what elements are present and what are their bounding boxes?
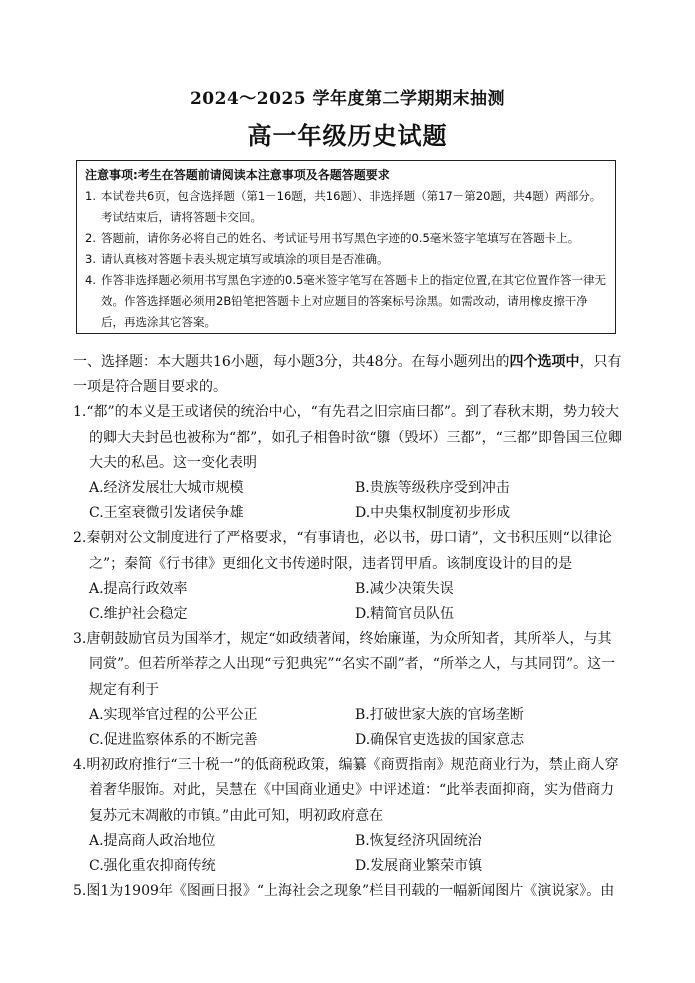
notice-item-number: 1. [85,189,96,203]
option-b: B.打破世家大族的官场垄断 [355,706,524,723]
option-c: C.王室衰微引发诸侯争雄 [89,505,244,522]
notice-title: 注意事项:考生在答题前请阅读本注意事项及各题答题要求 [85,168,390,182]
question-stem: 1.“都”的本义是王或诸侯的统治中心，“有先君之旧宗庙曰都”。到了春秋末期，势力较大的卿大夫封邑也被称为“都”，如孔子相鲁时欲“隳（毁坏）三都”，“三都”即鲁国三位卿大夫的私邑。这一变化表明 [73,404,622,471]
exam-title: 高一年级历史试题 [247,121,448,150]
option-a: A.提高行政效率 [89,580,188,597]
option-d: D.中央集权制度初步形成 [355,505,511,522]
question-4 [73,753,625,879]
notice-item-number: 2. [85,231,96,245]
notice-item-text: 作答非选择题必须用书写黑色字迹的0.5毫米签字笔写在答题卡上的指定位置,在其它位置作答一律无效。作答选择题必须用2B铅笔把答题卡上对应题目的答案标号涂黑。如需改动，请用橡皮擦干净后，再选涂其它答案。 [101,273,606,329]
question-stem: 2.秦朝对公文制度进行了严格要求，“有事请也，必以书，毋口请”，文书积压则“以律论之”；秦简《行书律》更细化文书传递时限，违者罚甲盾。该制度设计的目的是 [73,530,612,572]
option-d: D.确保官吏选拔的国家意志 [355,732,525,749]
option-b: B.恢复经济巩固统治 [355,832,482,849]
notice-item-text: 答题前，请你务必将自己的姓名、考试证号用书写黑色字迹的0.5毫米签字笔填写在答题卡上。 [101,231,580,245]
notice-item [85,228,607,249]
question-5 [73,879,625,904]
question-options [73,829,625,879]
notice-item-number: 3. [85,252,96,266]
notice-item-text: 请认真核对答题卡表头规定填写或填涂的项目是否准确。 [101,252,389,266]
notice-item [85,270,607,333]
option-a: A.提高商人政治地位 [89,832,216,849]
question-options [73,703,625,753]
notice-item [85,186,607,228]
section-heading-bold: 四个选项中 [509,354,580,370]
option-c: C.维护社会稳定 [89,606,188,623]
option-c: C.强化重农抑商传统 [89,858,216,875]
notice-box [76,160,616,334]
question-stem: 3.唐朝鼓励官员为国举才，规定“如政绩著闻，终始廉谨，为众所知者，其所举人，与其同赏”。但若所举荐之人出现“亏犯典宪”“名实不副”者，“所举之人，与其同罚”。这一规定有利于 [73,631,616,698]
section-heading-prefix: 一、选择题：本大题共16小题，每小题3分，共48分。在每小题列出的 [73,354,510,370]
question-stem: 4.明初政府推行“三十税一”的低商税政策，编纂《商贾指南》规范商业行为，禁止商人穿着奢华服饰。对此，吴慧在《中国商业通史》中评述道：“此举表面抑商，实为借商力复苏元末凋敝的市镇。”由此可知，明初政府意在 [73,757,619,824]
notice-item [85,249,607,270]
option-b: B.贵族等级秩序受到冲击 [355,480,510,497]
option-d: D.精简官员队伍 [355,606,455,623]
section-heading [73,350,625,400]
question-2 [73,526,625,627]
section-heading-suffix: ，只有一项是符合题目要求的。 [73,354,622,396]
exam-subtitle: 2024～2025 学年度第二学期期末抽测 [189,89,506,109]
question-3 [73,627,625,753]
option-a: A.实现举官过程的公平公正 [89,706,258,723]
question-1 [73,400,625,526]
question-options [73,577,625,627]
option-a: A.经济发展壮大城市规模 [89,480,244,497]
question-options [73,476,625,526]
option-b: B.减少决策失误 [355,580,454,597]
option-d: D.发展商业繁荣市镇 [355,858,483,875]
question-stem: 5.图1为1909年《图画日报》“上海社会之现象”栏目刊载的一幅新闻图片《演说家》。由 [73,883,615,900]
option-c: C.促进监察体系的不断完善 [89,732,258,749]
exam-content [73,350,625,904]
notice-item-text: 本试卷共6页，包含选择题（第1－16题，共16题）、非选择题（第17－第20题，共4题）两部分。考试结束后，请将答题卡交回。 [101,189,602,224]
notice-item-number: 4. [85,273,96,287]
